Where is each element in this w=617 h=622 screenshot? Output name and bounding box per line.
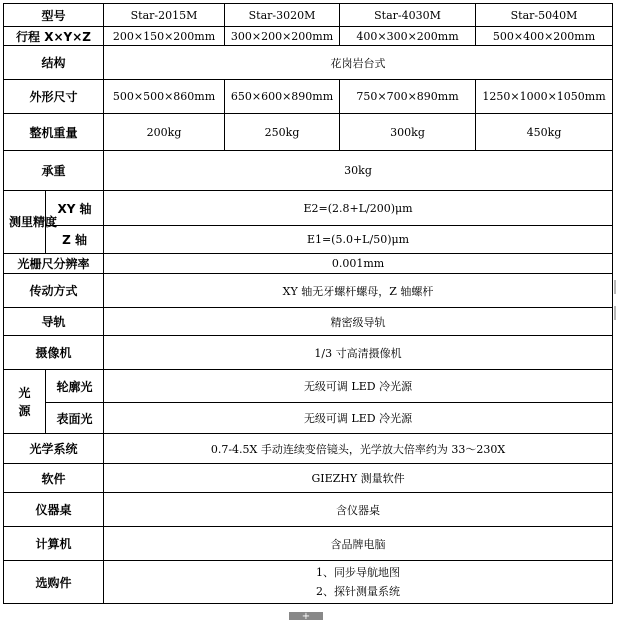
- row-models: [4, 4, 613, 27]
- dimensions-label: 外形尺寸: [4, 80, 104, 114]
- software-value: GIEZHY 测量软件: [104, 464, 613, 493]
- drive-value: XY 轴无牙螺杆螺母，Z 轴螺杆: [104, 274, 613, 308]
- row-guide: [4, 308, 613, 336]
- row-options: [4, 561, 613, 604]
- row-computer: [4, 527, 613, 561]
- row-optics: [4, 434, 613, 464]
- accuracy-label: 测里精度: [4, 191, 46, 254]
- travel-label: 行程 X×Y×Z: [4, 27, 104, 46]
- resolution-label: 光栅尺分辨率: [4, 254, 104, 274]
- light-label-text: 光 源: [18, 385, 31, 418]
- travel-cell: 300×200×200mm: [225, 27, 340, 46]
- scrollbar-mark[interactable]: [614, 280, 616, 294]
- weight-label: 整机重量: [4, 114, 104, 151]
- optics-value: 0.7-4.5X 手动连续变倍镜头，光学放大倍率约为 33～230X: [104, 434, 613, 464]
- light-label: [4, 370, 46, 434]
- structure-label: 结构: [4, 46, 104, 80]
- list-item: 2、探针测量系统: [316, 585, 401, 598]
- load-label: 承重: [4, 151, 104, 191]
- weight-cell: 200kg: [104, 114, 225, 151]
- computer-value: 含品牌电脑: [104, 527, 613, 561]
- row-load: [4, 151, 613, 191]
- load-value: 30kg: [104, 151, 613, 191]
- row-light-surface: [4, 403, 613, 434]
- dimensions-cell: 750×700×890mm: [340, 80, 476, 114]
- row-camera: [4, 336, 613, 370]
- weight-cell: 300kg: [340, 114, 476, 151]
- accuracy-z-value: E1=(5.0+L/50)μm: [104, 226, 613, 254]
- software-label: 软件: [4, 464, 104, 493]
- row-structure: [4, 46, 613, 80]
- accuracy-z-label: Z 轴: [46, 226, 104, 254]
- structure-value: 花岗岩台式: [104, 46, 613, 80]
- row-software: [4, 464, 613, 493]
- guide-label: 导轨: [4, 308, 104, 336]
- row-weight: [4, 114, 613, 151]
- row-resolution: [4, 254, 613, 274]
- camera-label: 摄像机: [4, 336, 104, 370]
- dimensions-cell: 1250×1000×1050mm: [476, 80, 613, 114]
- travel-cell: 500×400×200mm: [476, 27, 613, 46]
- weight-cell: 250kg: [225, 114, 340, 151]
- row-accuracy-z: [4, 226, 613, 254]
- desk-value: 含仪器桌: [104, 493, 613, 527]
- light-surface-label: 表面光: [46, 403, 104, 434]
- resolution-value: 0.001mm: [104, 254, 613, 274]
- desk-label: 仪器桌: [4, 493, 104, 527]
- row-accuracy-xy: [4, 191, 613, 226]
- light-contour-value: 无级可调 LED 冷光源: [104, 370, 613, 403]
- accuracy-xy-label: XY 轴: [46, 191, 104, 226]
- weight-cell: 450kg: [476, 114, 613, 151]
- drive-label: 传动方式: [4, 274, 104, 308]
- model-cell: Star-5040M: [476, 4, 613, 27]
- row-travel: [4, 27, 613, 46]
- row-light-contour: [4, 370, 613, 403]
- row-drive: [4, 274, 613, 308]
- dimensions-cell: 500×500×860mm: [104, 80, 225, 114]
- model-cell: Star-3020M: [225, 4, 340, 27]
- add-tab-button[interactable]: +: [289, 612, 323, 620]
- model-cell: Star-2015M: [104, 4, 225, 27]
- models-label: 型号: [4, 4, 104, 27]
- spec-table: [3, 3, 613, 604]
- accuracy-xy-value: E2=(2.8+L/200)μm: [104, 191, 613, 226]
- light-surface-value: 无级可调 LED 冷光源: [104, 403, 613, 434]
- travel-cell: 400×300×200mm: [340, 27, 476, 46]
- options-value: [104, 561, 613, 604]
- camera-value: 1/3 寸高清摄像机: [104, 336, 613, 370]
- options-label: 选购件: [4, 561, 104, 604]
- light-contour-label: 轮廓光: [46, 370, 104, 403]
- travel-cell: 200×150×200mm: [104, 27, 225, 46]
- row-dimensions: [4, 80, 613, 114]
- dimensions-cell: 650×600×890mm: [225, 80, 340, 114]
- list-item: 1、同步导航地图: [316, 566, 401, 579]
- row-desk: [4, 493, 613, 527]
- optics-label: 光学系统: [4, 434, 104, 464]
- scrollbar-mark[interactable]: [614, 306, 616, 320]
- guide-value: 精密级导轨: [104, 308, 613, 336]
- model-cell: Star-4030M: [340, 4, 476, 27]
- computer-label: 计算机: [4, 527, 104, 561]
